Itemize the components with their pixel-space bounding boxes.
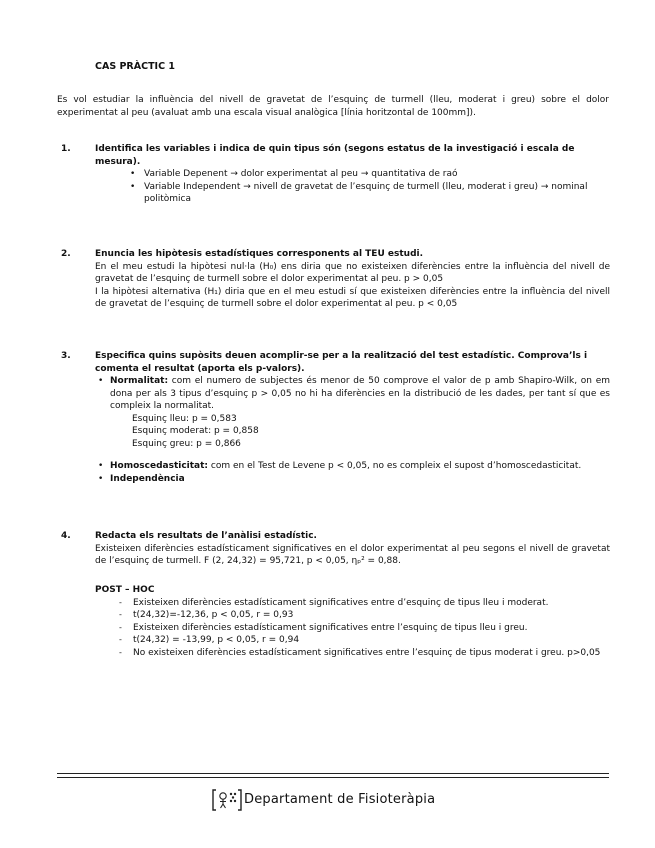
normality-text: com el numero de subjectes és menor de 50 comprove el valor de p amb Shapiro-Wilk, on em dona per als 3 tipus d’esquinç p > 0,05 no hi ha diferències en la distribució de les dades, per tant sí que es compleix la normalitat. — [110, 376, 610, 411]
dash-icon: - — [119, 597, 122, 607]
list-item-text: Variable Independent → nivell de gravetat de l’esquinç de turmell (lleu, moderat i greu) → nominal politòmica — [144, 181, 588, 204]
question-4-heading — [61, 530, 610, 543]
department-logo-icon — [210, 788, 244, 812]
list-item-text: No existeixen diferències estadísticament significatives entre l’esquinç de tipus moderat i greu. p>0,05 — [133, 647, 601, 658]
bullet-icon: • — [98, 473, 104, 484]
list-item — [95, 609, 610, 622]
bullet-icon: • — [98, 461, 104, 471]
list-item-normality — [78, 375, 610, 450]
question-2-heading-text: Enuncia les hipòtesis estadístiques corresponents al TEU estudi. — [95, 249, 424, 259]
list-item-independence — [78, 473, 610, 486]
list-item-text: Existeixen diferències estadísticament significatives entre d’esquinç de tipus lleu i moderat. — [133, 597, 549, 608]
document-title: CAS PRÀCTIC 1 — [95, 61, 175, 72]
pvalue-line: Esquinç moderat: p = 0,858 — [132, 426, 259, 436]
list-item-text: t(24,32)=-12,36, p < 0,05, r = 0,93 — [133, 610, 294, 620]
null-hypothesis: En el meu estudi la hipòtesi nul·la (H₀) ens diria que no existeixen diferències entre la influència del nivell de gravetat de l’esquinç de turmell sobre el dolor experimentat al peu. p > 0,05 — [95, 261, 610, 284]
question-2 — [61, 248, 610, 311]
bullet-icon: • — [130, 169, 136, 179]
bullet-icon: • — [130, 181, 136, 192]
list-item — [95, 622, 610, 635]
pvalue-line: Esquinç lleu: p = 0,583 — [132, 413, 237, 424]
question-4 — [61, 530, 610, 568]
alternative-hypothesis: I la hipòtesi alternativa (H₁) diria que en el meu estudi sí que existeixen diferències entre la influència del nivell de gravetat de l’esquinç de turmell sobre el dolor experimentat al peu. p < 0,05 — [95, 286, 610, 309]
pvalue-lines — [110, 413, 610, 451]
question-4-number: 4. — [61, 531, 71, 541]
question-3-heading-text: Especifica quins supòsits deuen acomplir-se per a la realització del test estadístic. Comprova’ls i comenta el resultat (aporta els p-valors). — [95, 351, 588, 374]
question-2-heading — [61, 248, 610, 261]
question-1-heading — [61, 143, 610, 168]
posthoc-section — [95, 584, 610, 659]
homoscedasticity-text: com en el Test de Levene p < 0,05, no es compleix el supost d’homoscedasticitat. — [208, 461, 582, 471]
intro-paragraph: Es vol estudiar la influència del nivell de gravetat de l’esquinç de turmell (lleu, moderat i greu) sobre el dolor experimentat al peu (avaluat amb una escala visual analògica [línia horitzontal de 100mm]). — [57, 95, 609, 118]
list-item-text: Existeixen diferències estadísticament significatives entre l’esquinç de tipus lleu i greu. — [133, 622, 528, 633]
homoscedasticity-label: Homoscedasticitat: — [110, 461, 209, 471]
list-item — [95, 634, 610, 647]
question-3 — [61, 350, 610, 485]
footer — [210, 788, 435, 812]
question-3-heading — [61, 350, 610, 375]
list-item-text: t(24,32) = -13,99, p < 0,05, r = 0,94 — [133, 635, 300, 645]
question-3-number: 3. — [61, 351, 71, 361]
pvalue-line: Esquinç greu: p = 0,866 — [132, 438, 241, 449]
list-item-homoscedasticity — [78, 460, 610, 473]
footer-rule-thick — [57, 773, 609, 774]
department-name: Departament de Fisioteràpia — [244, 791, 436, 807]
question-1 — [61, 143, 610, 206]
dash-icon: - — [119, 647, 122, 657]
independence-label: Independència — [110, 473, 185, 484]
dash-icon: - — [119, 610, 122, 619]
question-4-heading-text: Redacta els resultats de l’anàlisi estadístic. — [95, 531, 317, 541]
assumptions-list — [78, 375, 610, 485]
list-item-text: Variable Depenent → dolor experimentat al peu → quantitativa de raó — [144, 169, 458, 179]
question-2-number: 2. — [61, 249, 71, 259]
normality-label: Normalitat: — [110, 376, 169, 386]
bullet-icon: • — [98, 376, 104, 386]
dash-icon: - — [119, 622, 122, 632]
posthoc-heading: POST – HOC — [95, 585, 155, 595]
dash-icon: - — [119, 635, 122, 644]
list-item — [95, 647, 610, 660]
footer-rule-thin — [57, 777, 609, 778]
posthoc-list — [95, 597, 610, 660]
question-1-heading-text: Identifica les variables i indica de quin tipus són (segons estatus de la investigació i escala de mesura). — [95, 144, 575, 167]
list-item — [78, 168, 610, 181]
list-item — [78, 181, 610, 206]
list-item — [95, 597, 610, 610]
results-paragraph: Existeixen diferències estadísticament significatives en el dolor experimentat al peu segons el nivell de gravetat de l’esquinç de turmell. F (2, 24,32) = 95,721, p < 0,05, ηₚ² = 0,88. — [95, 543, 610, 566]
spacer — [78, 450, 610, 460]
variables-list — [78, 168, 610, 206]
question-1-number: 1. — [61, 144, 71, 154]
